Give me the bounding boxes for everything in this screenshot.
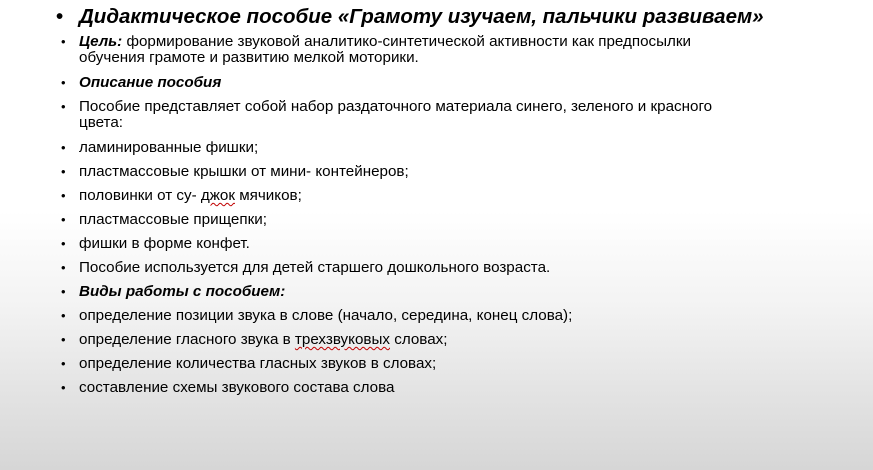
work-vowel-text-a: определение гласного звука в xyxy=(79,331,295,348)
list-item-kit xyxy=(61,99,861,133)
list-item-caps xyxy=(61,164,861,180)
halves-text-c: мячиков; xyxy=(234,187,302,204)
list-item-halves xyxy=(61,188,861,204)
kit-text-line-2: цвета: xyxy=(79,114,123,131)
list-item-goal xyxy=(61,34,861,68)
work-vowel-text-c: словах; xyxy=(390,331,448,348)
list-item-candy xyxy=(61,236,861,252)
caps-text: пластмассовые крышки от мини- контейнеров; xyxy=(79,163,409,180)
bullet-list xyxy=(61,34,861,396)
list-item-work-scheme xyxy=(61,380,861,396)
title-bullet-icon: • xyxy=(56,5,64,28)
clothespins-text: пластмассовые прищепки; xyxy=(79,211,267,228)
description-heading: Описание пособия xyxy=(79,74,222,91)
slide-title-text: Дидактическое пособие «Грамоту изучаем, пальчики развиваем» xyxy=(79,5,764,28)
candy-text: фишки в форме конфет. xyxy=(79,235,250,252)
list-item-work-vowel xyxy=(61,332,861,348)
kit-text-line-1: Пособие представляет собой набор раздаточного материала синего, зеленого и красного xyxy=(79,98,713,115)
list-item-clothespins xyxy=(61,212,861,228)
halves-text-a: половинки от су- xyxy=(79,187,201,204)
goal-text-line-1: формирование звуковой аналитико-синтетической активности как предпосылки xyxy=(122,33,692,50)
list-item-work-types-heading xyxy=(61,284,861,300)
halves-text-spellcheck: джок xyxy=(200,187,235,204)
list-item-work-position xyxy=(61,308,861,324)
work-count-text: определение количества гласных звуков в словах; xyxy=(79,355,437,372)
chips-text: ламинированные фишки; xyxy=(79,139,259,156)
goal-label: Цель: xyxy=(79,33,123,50)
goal-text-line-2: обучения грамоте и развитию мелкой моторики. xyxy=(79,49,419,66)
work-vowel-spellcheck: трехзвуковых xyxy=(294,331,390,348)
work-types-heading: Виды работы с пособием: xyxy=(79,283,286,300)
list-item-description-heading xyxy=(61,75,861,91)
work-position-text: определение позиции звука в слове (начало, середина, конец слова); xyxy=(79,307,573,324)
list-item-usage xyxy=(61,260,861,276)
usage-text: Пособие используется для детей старшего дошкольного возраста. xyxy=(79,259,551,276)
list-item-work-count xyxy=(61,356,861,372)
list-item-chips xyxy=(61,140,861,156)
work-scheme-text: составление схемы звукового состава слова xyxy=(79,379,395,396)
